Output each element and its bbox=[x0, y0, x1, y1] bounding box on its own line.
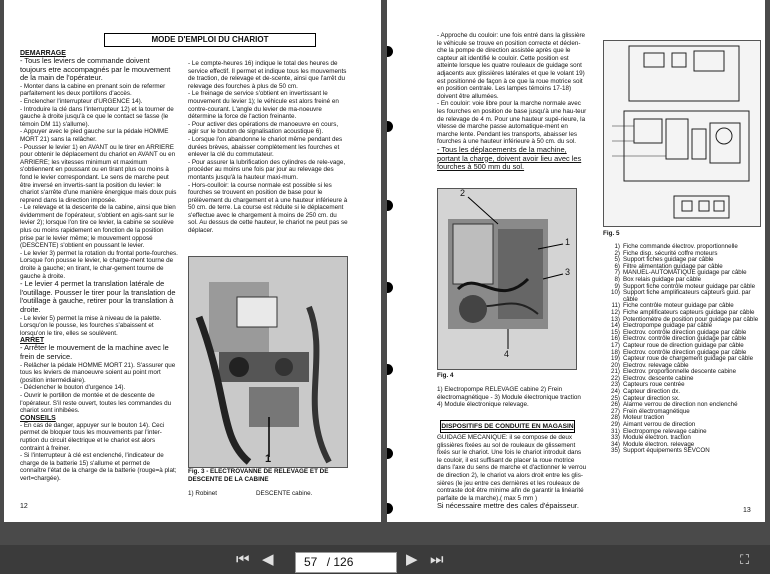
legend-item-number: 28) bbox=[611, 414, 620, 422]
paragraph: - Déclencher le bouton d'urgence 14). bbox=[20, 384, 126, 392]
legend-item-number: 26) bbox=[611, 401, 620, 409]
left-page bbox=[4, 0, 381, 522]
legend-item-number: 20) bbox=[611, 361, 620, 369]
fig4-callout-3: 3 bbox=[565, 267, 571, 277]
legend-item-number: 1) bbox=[614, 243, 620, 250]
paragraph: GUIDAGE MECANIQUE: il se compose de deux glissières fixées au sol de rouleaux de glissement fixés sur le chariot. Une fois le chariot introduit dans le couloir, il est suffisant de placer la roue motrice dans l'axe du sens de marche et d'actionner le verrou de direction 2), le chariot va alors droit entre les glis-sières (le jeu entre ces dernières et les rouleaux de contraste doit être minime afin de garantir la linéarité parfaite de la marche).( max 5 mm ) bbox=[437, 434, 587, 502]
paragraph: - Pousser le levier 1) en AVANT ou le tirer en ARRIERE pour obtenir le déplacement du chariot en AVANT ou en ARRIERE; les vitesses minimum et maximum s'obtiennent en poussant ou en tirant plus ou moins à fond le levier correspondant. Le sens de marche peut être inversé en invertis-sant la position du levier: le chariot s'arrête d'une manière énergique mais doux puis reprend dans la direction imposée. bbox=[20, 143, 177, 204]
legend-item-text: Electrov. relevage câble bbox=[623, 361, 689, 369]
legend-item-number: 34) bbox=[611, 440, 620, 448]
paragraph: - Enclencher l'interrupteur d'URGENCE 14). bbox=[20, 97, 143, 105]
legend-item-number: 22) bbox=[611, 374, 620, 382]
legend-item-number: 11) bbox=[611, 302, 620, 310]
legend-item-number: 13) bbox=[611, 315, 620, 323]
fig4-legend: 1) Electropompe RELEVAGE cabine 2) Frein électromagnétique - 3) Module électronique traction 4) Module électronique relevage. bbox=[437, 386, 581, 409]
legend-item-text: Fiche amplificateurs capteurs guidage par câble bbox=[623, 308, 755, 316]
fullscreen-icon[interactable]: ⛶ bbox=[740, 552, 750, 567]
legend-item-text: Fiche disp. sécurité coffre moteurs bbox=[623, 249, 718, 257]
fig3-item-text: DESCENTE cabine. bbox=[256, 490, 313, 497]
legend-item-text: Alarme verrou de direction non enclenché bbox=[623, 401, 738, 409]
legend-item-text: Electrov. contrôle direction guidage par câble bbox=[623, 335, 747, 343]
legend-item-text: Electrov. proportionnelle descente cabine bbox=[623, 368, 737, 376]
next-page-icon[interactable]: ▶ bbox=[406, 551, 418, 568]
legend-item-number: 15) bbox=[611, 328, 620, 336]
paragraph: - Pour activer des opérations de manoeuvre en cours, agir sur le bouton de signalisation acoustique 6). bbox=[188, 120, 339, 136]
legend-item-number: 24) bbox=[611, 388, 620, 396]
fig3-item-number: 1) Robinet bbox=[188, 490, 218, 497]
binder-hole-icon bbox=[387, 448, 393, 459]
guidage-text bbox=[437, 434, 587, 511]
legend-item-text: Electrov. descente cabine bbox=[623, 374, 694, 382]
legend-item-text: Capteur roue de direction guidage par câble bbox=[623, 341, 744, 349]
legend-item-number: 7) bbox=[614, 269, 620, 277]
page-number-input[interactable]: 57 bbox=[304, 555, 318, 569]
fig3-caption: Fig. 3 - ELECTROVANNE DE RELEVAGE ET DE DESCENTE DE LA CABINE bbox=[188, 468, 329, 483]
legend-item-number: 5) bbox=[614, 256, 620, 264]
paragraph: - Le levier 4 permet la translation latérale de l'outillage. Pousser le tirer pour la translation de l'outillage à gauche, retirer pour la translation à droite. bbox=[20, 279, 176, 314]
left-text-column-2 bbox=[188, 60, 348, 235]
paragraph: - Arrêter le mouvement de la machine avec le frein de service. bbox=[20, 343, 169, 361]
legend-item-number: 9) bbox=[614, 282, 620, 290]
legend-item-text: Filtre alimentation guidage par câble bbox=[623, 262, 723, 270]
legend-item-text: Fiche commande électrov. proportionnelle bbox=[623, 243, 738, 250]
paragraph: - Appuyer avec le pied gauche sur la pédale HOMME MORT 21) sans la relâcher. bbox=[20, 128, 169, 143]
fig5-caption: Fig. 5 bbox=[603, 230, 620, 237]
page-total: / 126 bbox=[326, 555, 354, 569]
legend-item-text: Moteur traction bbox=[623, 414, 665, 422]
legend-item-number: 18) bbox=[611, 348, 620, 356]
paragraph: - Si l'interrupteur à clé est enclenché, l'indicateur de charge de la batterie 15) s'allume et permet de connaître l'état de la charge de la batterie (rouge=à plat; vert=chargée). bbox=[20, 452, 177, 482]
previous-page-icon[interactable]: ◀ bbox=[262, 551, 274, 568]
legend-item-text: Electropompe relevage cabine bbox=[623, 427, 707, 435]
fig4-callout-4: 4 bbox=[504, 349, 510, 359]
paragraph: - Tous les déplacements de la machine, portant la charge, doivent avoir lieu avec les fourches à 500 mm du sol. bbox=[437, 144, 582, 172]
legend-item-number: 21) bbox=[611, 368, 620, 376]
paragraph: - Lorsque l'on abandonne le chariot même pendant des durées brèves, abaisser complètement les fourches et enlever la clé du commutateur. bbox=[188, 135, 343, 159]
fig4-caption: Fig. 4 bbox=[437, 372, 454, 379]
legend-item-text: Electropompe guidage par câble bbox=[623, 322, 713, 330]
paragraph: - Introduire la clé dans l'interrupteur 12) et la tourner de gauche à droite jusqu'à ce que le contact se fasse (le témoin DM 11) s'allume). bbox=[20, 105, 174, 128]
paragraph: - En cas de danger, appuyer sur le bouton 14). Ceci permet de bloquer tous les mouvements par l'inter-ruption du circuit électrique et le chariot est alors contraint à freiner. bbox=[20, 421, 165, 452]
legend-item-text: Box relais guidage par câble bbox=[623, 275, 702, 283]
paragraph: - Le relevage et la descente de la cabine, ainsi que bien évidemment de l'opérateur, s'obtient en agis-sant sur le levier 2); lorsque l'on tire ce levier, la cabine se soulève plus ou moins rapidement en fonction de la position prise par le levier même; le mouvement opposé (DESCENTE) s'obtient en poussant le levier. bbox=[20, 204, 176, 250]
paragraph: Si nécessaire mettre des cales d'épaisseur. bbox=[437, 501, 579, 511]
legend-item-text: Frein électromagnétique bbox=[623, 407, 690, 415]
fig4-photo bbox=[437, 188, 577, 370]
paragraph: ARRET bbox=[20, 337, 45, 345]
legend-item-number: 31) bbox=[611, 427, 620, 435]
legend-item-number: 19) bbox=[611, 355, 620, 363]
fig3-photo bbox=[188, 256, 348, 468]
first-page-icon[interactable]: ⏮ bbox=[236, 551, 250, 568]
binder-hole-icon bbox=[387, 46, 393, 57]
fig5-diagram bbox=[603, 40, 761, 227]
paragraph: - Monter dans la cabine en prenant soin de refermer parfaitement les deux portillons d'accès. bbox=[20, 82, 166, 98]
right-page bbox=[387, 0, 765, 522]
legend-item-text: Aimant verrou de direction bbox=[623, 421, 696, 429]
paragraph: - Le levier 5) permet la mise à niveau de la palette. Lorsqu'on le pousse, les fourches s'abaissent et lorsqu'on le tire, elles se soulèvent. bbox=[20, 314, 162, 337]
legend-item-number: 17) bbox=[611, 341, 620, 349]
page-number-right: 13 bbox=[743, 507, 751, 514]
legend-item-text: Support équipements SEVCON bbox=[623, 447, 710, 455]
legend-item-number: 23) bbox=[611, 381, 620, 389]
binder-hole-icon bbox=[387, 364, 393, 375]
legend-item-text: Fiche contrôle moteur guidage par câble bbox=[623, 302, 734, 310]
paragraph: - Ouvrir le portillon de montée et de descente de l'opérateur. S'il reste ouvert, toutes les commandes du chariot sont inhibées. bbox=[20, 391, 172, 415]
legend-item bbox=[603, 448, 763, 455]
legend-item-text: Potentiomètre de position pour guidage par câble bbox=[623, 315, 759, 323]
legend-item-text: MANUEL-AUTOMATIQUE guidage par câble bbox=[623, 269, 747, 277]
paragraph: - Le freinage de service s'obtient en invertissant le mouvement du levier 1); le véhicule est alors freiné en contre-courant. L'angle du levier de ma-noeuvre détermine la force de l'action freinante. bbox=[188, 90, 339, 121]
legend-item-text: Capteur direction dx. bbox=[623, 388, 681, 396]
legend-item-number: 8) bbox=[614, 275, 620, 283]
legend-item-number: 14) bbox=[611, 322, 620, 330]
legend-item-text: Module électron. relevage bbox=[623, 440, 695, 448]
legend-item-number: 6) bbox=[614, 262, 620, 270]
page-title: MODE D'EMPLOI DU CHARIOT bbox=[104, 33, 316, 47]
legend-item-number: 12) bbox=[611, 308, 620, 316]
left-text-column-1 bbox=[20, 50, 178, 482]
legend-item-text: Support fiche amplificateurs capteurs guid. par câble bbox=[623, 289, 751, 303]
fig4-callout-2: 2 bbox=[460, 188, 466, 198]
legend-item-number: 33) bbox=[611, 434, 620, 442]
binder-hole-icon bbox=[387, 200, 393, 211]
paragraph: - Hors-coulloir: la course normale est possible si les fourches se trouvent en position de base pour le prélèvement du chargement et à une hauteur inférieure à 50 cm. de terre. La course est réduite si le déplacement s'effectue avec le chargement à moins de 250 cm. du sol. Au dessus de cette hauteur, le chariot ne peut pas se déplacer. bbox=[188, 181, 348, 235]
legend-item-text: Capteur direction sx. bbox=[623, 394, 680, 402]
legend-item-number: 35) bbox=[611, 447, 620, 455]
legend-item-text: Support fiches guidage par câble bbox=[623, 256, 714, 264]
binder-hole-icon bbox=[387, 282, 393, 293]
binder-hole-icon bbox=[387, 503, 393, 514]
fig5-legend-list bbox=[603, 244, 763, 455]
paragraph: CONSEILS bbox=[20, 414, 56, 422]
last-page-icon[interactable]: ⏭ bbox=[430, 551, 444, 568]
paragraph: - Le compte-heures 16) indique le total des heures de service effectif. Il permet et indique tous les mouvements de traction, de relevage et de-scente, ainsi que l'arrêt du relevage des fourches à plus de 50 cm. bbox=[188, 60, 347, 90]
right-text-column-1 bbox=[437, 32, 587, 172]
paragraph: - Le levier 3) permet la rotation du frontal porte-fourches. Lorsque l'on pousse le levier, le charge-ment tourne de droite à gauche; en tirant, le char-gement tourne de gauche à droite. bbox=[20, 249, 178, 280]
paragraph: - Pour assurer la lubrification des cylindres de rele-vage, procéder au moins une fois par jour au relevage des montants jusqu'à la hauteur maxi-mum. bbox=[188, 158, 346, 181]
legend-item-text: Electrov. contrôle direction guidage par câble bbox=[623, 348, 747, 356]
legend-item-number: 29) bbox=[611, 421, 620, 429]
legend-item-text: Capteur roue de chargement guidage par câble bbox=[623, 355, 754, 363]
fig3-callout-1: 1 bbox=[265, 453, 272, 465]
paragraph: DEMARRAGE bbox=[20, 50, 66, 57]
legend-item-number: 27) bbox=[611, 407, 620, 415]
legend-item-number: 16) bbox=[611, 335, 620, 343]
legend-item-text: Support fiche contrôle moteur guidage par câble bbox=[623, 282, 756, 290]
page-indicator[interactable] bbox=[295, 552, 397, 573]
legend-item-number: 25) bbox=[611, 394, 620, 402]
paragraph: - Approche du couloir: une fois entré dans la glissière le véhicule se trouve en position correcte et déclen-che la pompe de direction assistée après que le capteur ait identifié le couloir. Cette position est atteinte lorsque les quatre rouleaux de guidage sont adjacents aux glissières latérales et que le volant 19) est positionné de façon à ce que la roue motrice soit en position centrale. Les lampes témoins 17-18) doivent être allumées. bbox=[437, 32, 586, 100]
legend-item-text: Module électron. traction bbox=[623, 434, 691, 442]
legend-item-text: Electrov. contrôle direction guidage par câble bbox=[623, 328, 747, 336]
fig4-callout-1: 1 bbox=[565, 237, 571, 247]
legend-item-text: Capteurs roue centrée bbox=[623, 381, 685, 389]
page-number-left: 12 bbox=[20, 503, 28, 510]
legend-item-number: 10) bbox=[611, 289, 620, 297]
binder-hole-icon bbox=[387, 121, 393, 132]
paragraph: - Relâcher la pédale HOMME MORT 21). S'assurer que tous les leviers de manoeuvre soient au point mort (position intermédiaire). bbox=[20, 361, 176, 384]
legend-item-number: 2) bbox=[614, 249, 620, 257]
paragraph: - En couloir: voie libre pour la marche normale avec les fourches en position de base jusqu'à une hau-teur de relevage de 4 m. Pour une hauteur supé-rieure, la vitesse de marche passe automatique-ment en marche lente. Pendant les transports, abaisser les fourches à une hauteur inférieure à 50 cm. du sol. bbox=[437, 100, 587, 146]
paragraph: - Tous les leviers de commande doivent toujours etre accompagnés par le mouvement de la main de l'opérateur. bbox=[20, 56, 171, 83]
section-heading-box: DISPOSITIFS DE CONDUITE EN MAGASIN bbox=[440, 420, 575, 433]
